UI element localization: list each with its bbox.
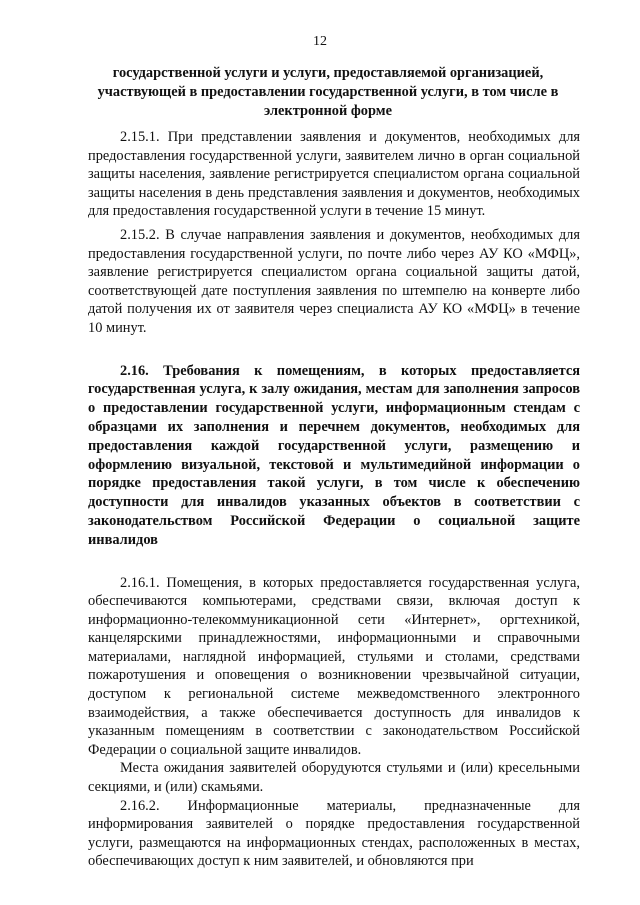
section-heading-2-16: 2.16. Требования к помещениям, в которых предоставляется государственная услуга, к залу ожидания, местам для заполнения запросов о предоставлении государственной услуги, информационным стендам с образцами их заполнения и перечнем документов, необходимых для предоставления каждой государственной услуги, размещению и оформлению визуальной, текстовой и мультимедийной информации о порядке предоставления такой услуги, в том числе к обеспечению доступности для инвалидов указанных объектов в соответствии с законодательством Российской Федерации о социальной защите инвалидов: [88, 362, 580, 548]
section-title-continuation: государственной услуги и услуги, предоставляемой организацией, участвующей в предоставлении государственной услуги, в том числе в электронной форме: [97, 65, 559, 119]
paragraph-2-15-1: 2.15.1. При представлении заявления и документов, необходимых для предоставления государственной услуги, заявителем лично в орган социальной защиты населения, заявление регистрируется специалистом органа социальной защиты населения в день представления заявления и документов, необходимых для предоставления государственной услуги в течение 15 минут.: [88, 129, 580, 220]
page-number: 12: [313, 34, 327, 49]
paragraph-2-16-2: 2.16.2. Информационные материалы, предназначенные для информирования заявителей о порядке предоставления государственной услуги, размещаются на информационных стендах, расположенных в местах, обеспечивающих доступ к ним заявителей, и обновляются при: [88, 797, 580, 870]
paragraph-2-16-1: 2.16.1. Помещения, в которых предоставляется государственная услуга, обеспечиваются компьютерами, средствами связи, включая доступ к информационно-телекоммуникационной сети «Интернет», оргтехникой, канцелярскими принадлежностями, информационными и справочными материалами, наглядной информацией, стульями и столами, средствами пожаротушения и оповещения о возникновении чрезвычайной ситуации, доступом к региональной системе межведомственного электронного взаимодействия, а также обеспечивается доступность для инвалидов к указанным помещениям в соответствии с законодательством Российской Федерации о социальной защите инвалидов.: [88, 574, 580, 758]
paragraph-2-15-2: 2.15.2. В случае направления заявления и документов, необходимых для предоставления государственной услуги, по почте либо через АУ КО «МФЦ», заявление регистрируется специалистом органа социальной защиты датой, соответствующей дате поступления заявления по штемпелю на конверте либо датой получения их от заявителя через специалиста АУ КО «МФЦ» в течение 10 минут.: [88, 226, 580, 336]
spacer: [88, 338, 580, 362]
paragraph-waiting-areas: Места ожидания заявителей оборудуются стульями и (или) кресельными секциями, и (или) скамьями.: [88, 760, 580, 796]
spacer: [88, 550, 580, 574]
document-body: [88, 128, 580, 871]
